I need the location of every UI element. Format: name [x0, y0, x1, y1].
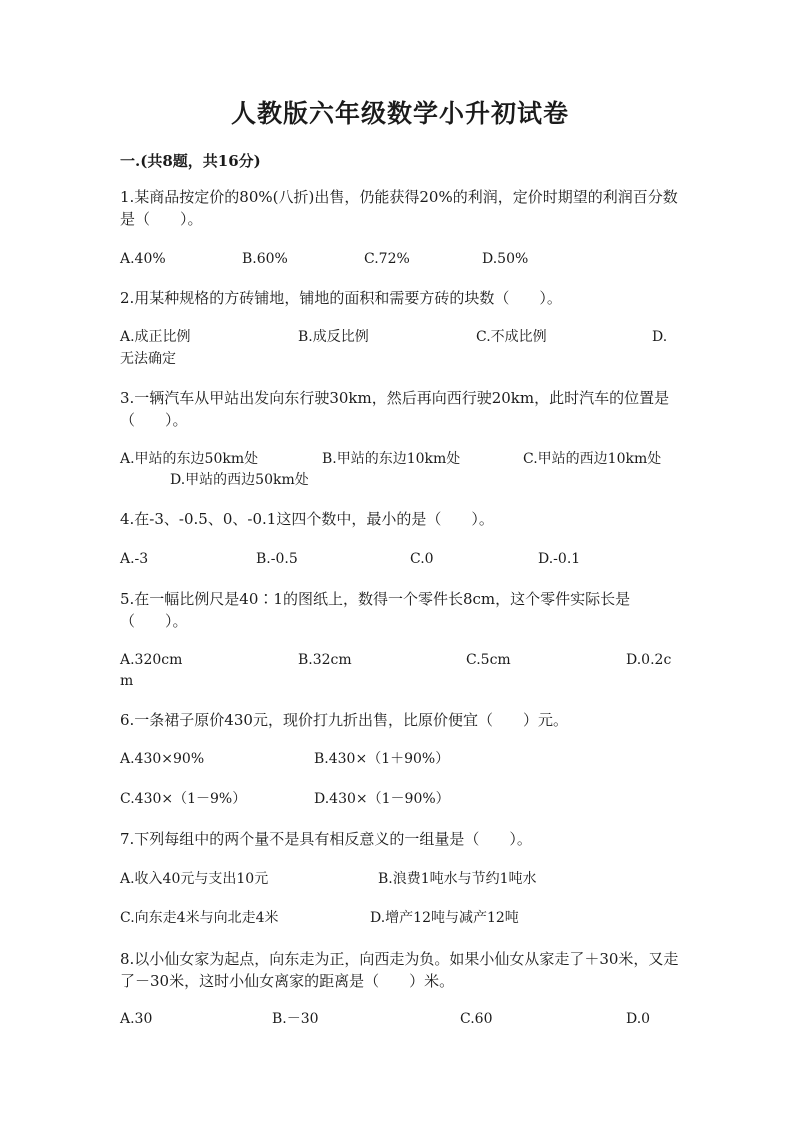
- question-4-option-b[interactable]: B.-0.5: [256, 551, 298, 567]
- question-8-stem: 8.以小仙女家为起点，向东走为正，向西走为负。如果小仙女从家走了＋30米，又走了－30米，这时小仙女离家的距离是（ ）米。: [120, 950, 679, 990]
- question-6-option-b[interactable]: B.430×（1＋90%）: [314, 751, 450, 767]
- question-1-option-c[interactable]: C.72%: [364, 251, 410, 267]
- question-5-stem: 5.在一幅比例尺是40∶1的图纸上，数得一个零件长8cm，这个零件实际长是（ ）。: [120, 590, 631, 630]
- question-7-option-a[interactable]: A.收入40元与支出10元: [120, 871, 269, 887]
- question-2-option-a[interactable]: A.成正比例: [120, 329, 191, 345]
- question-8-option-c[interactable]: C.60: [460, 1011, 493, 1027]
- question-3-stem: 3.一辆汽车从甲站出发向东行驶30km，然后再向西行驶20km，此时汽车的位置是（ ）。: [120, 389, 670, 429]
- question-8-option-d[interactable]: D.0: [626, 1011, 651, 1027]
- question-7-option-c[interactable]: C.向东走4米与向北走4米: [120, 910, 279, 926]
- question-5-option-a[interactable]: A.320cm: [120, 652, 183, 668]
- question-7-stem: 7.下列每组中的两个量不是具有相反意义的一组量是（ ）。: [120, 830, 532, 848]
- question-4-option-c[interactable]: C.0: [410, 551, 434, 567]
- question-7-option-d[interactable]: D.增产12吨与减产12吨: [370, 910, 519, 926]
- question-5-option-b[interactable]: B.32cm: [298, 652, 352, 668]
- question-2-options: [120, 326, 680, 348]
- question-6-option-d[interactable]: D.430×（1－90%）: [314, 791, 450, 807]
- section-title: 一.(共8题，共16分): [120, 152, 261, 170]
- question-2-option-b[interactable]: B.成反比例: [298, 329, 369, 345]
- question-6-option-c[interactable]: C.430×（1－9%）: [120, 791, 247, 807]
- question-4-stem: 4.在-3、-0.5、0、-0.1这四个数中，最小的是（ ）。: [120, 510, 494, 528]
- question-3-option-b[interactable]: B.甲站的东边10km处: [322, 451, 461, 467]
- question-6-stem: 6.一条裙子原价430元，现价打九折出售，比原价便宜（ ）元。: [120, 711, 568, 729]
- question-5-option-c[interactable]: C.5cm: [466, 652, 511, 668]
- question-5-option-d-text[interactable]: m: [120, 673, 134, 689]
- question-3-option-c[interactable]: C.甲站的西边10km处: [523, 451, 662, 467]
- question-8-option-a[interactable]: A.30: [120, 1011, 153, 1027]
- question-5-options-cont: [120, 670, 220, 692]
- question-5-option-d[interactable]: D.0.2c: [626, 652, 672, 668]
- question-1-option-a[interactable]: A.40%: [120, 251, 166, 267]
- question-3-option-a[interactable]: A.甲站的东边50km处: [120, 451, 259, 467]
- question-1-option-d[interactable]: D.50%: [482, 251, 529, 267]
- question-3-options-cont: [120, 469, 420, 491]
- question-6-options-row2: [120, 788, 540, 810]
- question-7-options-row2: [120, 907, 680, 929]
- page-title: 人教版六年级数学小升初试卷: [230, 99, 569, 128]
- question-4-option-d[interactable]: D.-0.1: [538, 551, 581, 567]
- question-7-option-b[interactable]: B.浪费1吨水与节约1吨水: [378, 871, 537, 887]
- question-3-option-d[interactable]: D.甲站的西边50km处: [170, 472, 309, 488]
- question-7-options-row1: [120, 868, 680, 890]
- question-2-options-cont: [120, 348, 320, 370]
- question-8-options: [120, 1008, 680, 1030]
- question-8-option-b[interactable]: B.－30: [272, 1011, 319, 1027]
- question-2-option-d[interactable]: D.: [652, 329, 668, 345]
- question-3-options: [120, 448, 680, 470]
- question-5-options: [120, 649, 680, 671]
- question-4-option-a[interactable]: A.-3: [120, 551, 149, 567]
- question-6-option-a[interactable]: A.430×90%: [120, 751, 205, 767]
- question-6-options-row1: [120, 748, 540, 770]
- question-1-option-b[interactable]: B.60%: [242, 251, 288, 267]
- question-2-option-c[interactable]: C.不成比例: [476, 329, 547, 345]
- question-1-stem: 1.某商品按定价的80%(八折)出售，仍能获得20%的利润，定价时期望的利润百分数是（ ）。: [120, 188, 678, 228]
- question-1-options: [120, 248, 540, 270]
- question-4-options: [120, 548, 680, 570]
- question-2-option-d-text[interactable]: 无法确定: [120, 351, 176, 367]
- question-2-stem: 2.用某种规格的方砖铺地，铺地的面积和需要方砖的块数（ ）。: [120, 289, 562, 307]
